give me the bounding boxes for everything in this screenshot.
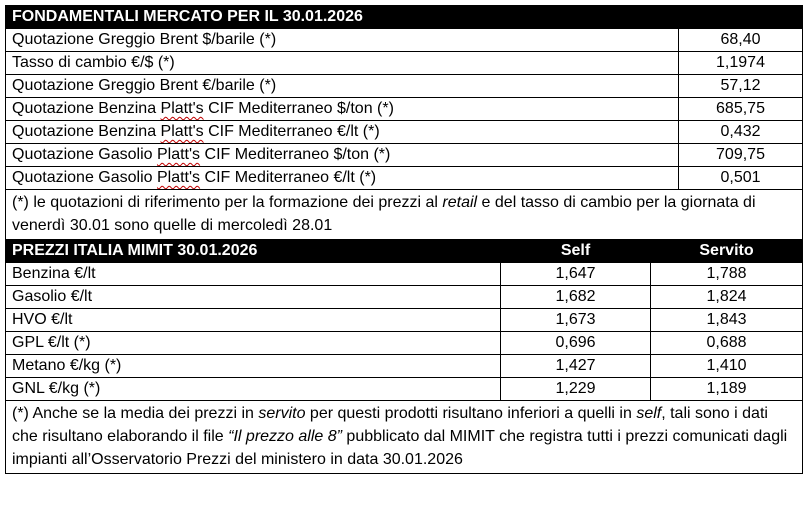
table-row bbox=[6, 52, 803, 75]
fuel-prices-document bbox=[5, 5, 802, 474]
market-fundamentals-title: FONDAMENTALI MERCATO PER IL 30.01.2026 bbox=[6, 6, 803, 29]
row-label bbox=[6, 98, 679, 121]
table-row bbox=[6, 332, 803, 355]
table-row bbox=[6, 309, 803, 332]
row-value: 68,40 bbox=[679, 29, 803, 52]
label-text: CIF Mediterraneo $/ton (*) bbox=[203, 100, 394, 117]
table-row bbox=[6, 144, 803, 167]
note-text: (*) Anche se la media dei prezzi in bbox=[12, 405, 259, 422]
row-label: Quotazione Greggio Brent $/barile (*) bbox=[6, 29, 679, 52]
servito-price: 1,189 bbox=[651, 378, 803, 401]
row-value: 1,1974 bbox=[679, 52, 803, 75]
table-row bbox=[6, 98, 803, 121]
note-emphasis: servito bbox=[258, 405, 306, 422]
market-fundamentals-note bbox=[6, 190, 803, 240]
table-row bbox=[6, 286, 803, 309]
table-row bbox=[6, 355, 803, 378]
fuel-label: Gasolio €/lt bbox=[6, 286, 501, 309]
note-emphasis: retail bbox=[442, 194, 478, 211]
fuel-label: Benzina €/lt bbox=[6, 263, 501, 286]
row-label: Tasso di cambio €/$ (*) bbox=[6, 52, 679, 75]
servito-price: 1,788 bbox=[651, 263, 803, 286]
fuel-label: GNL €/kg (*) bbox=[6, 378, 501, 401]
note-text: per questi prodotti risultano inferiori a quelli in bbox=[305, 405, 637, 422]
label-text: Quotazione Gasolio bbox=[12, 146, 157, 163]
table-row bbox=[6, 29, 803, 52]
label-platts: Platt's bbox=[156, 169, 201, 186]
label-platts: Platt's bbox=[156, 146, 201, 163]
fuel-label: Metano €/kg (*) bbox=[6, 355, 501, 378]
self-price: 1,427 bbox=[501, 355, 651, 378]
note-emphasis: “Il prezzo alle 8” bbox=[228, 428, 342, 445]
table-row bbox=[6, 378, 803, 401]
label-text: Quotazione Benzina bbox=[12, 123, 161, 140]
servito-price: 1,410 bbox=[651, 355, 803, 378]
servito-price: 1,824 bbox=[651, 286, 803, 309]
note-text: e del tasso di cambio per la giornata di venerdì 30.01 sono quelle di mercoledì 28.01 bbox=[12, 194, 756, 234]
row-label bbox=[6, 144, 679, 167]
self-price: 1,673 bbox=[501, 309, 651, 332]
column-header-servito: Servito bbox=[651, 240, 803, 263]
table-row bbox=[6, 167, 803, 190]
fuel-label: GPL €/lt (*) bbox=[6, 332, 501, 355]
row-label: Quotazione Greggio Brent €/barile (*) bbox=[6, 75, 679, 98]
self-price: 1,647 bbox=[501, 263, 651, 286]
mimit-prices-note bbox=[6, 401, 803, 474]
note-text: pubblicato dal MIMIT che registra tutti i prezzi comunicati dagli impianti all’Osservatorio Prezzi del ministero in data 30.01.2026 bbox=[12, 428, 788, 468]
note-text: (*) le quotazioni di riferimento per la formazione dei prezzi al bbox=[12, 194, 443, 211]
label-text: Quotazione Benzina bbox=[12, 100, 161, 117]
fuel-label: HVO €/lt bbox=[6, 309, 501, 332]
mimit-prices-table bbox=[5, 239, 803, 474]
servito-price: 0,688 bbox=[651, 332, 803, 355]
label-text: Quotazione Gasolio bbox=[12, 169, 157, 186]
table-row bbox=[6, 121, 803, 144]
market-fundamentals-table bbox=[5, 5, 803, 240]
row-value: 0,501 bbox=[679, 167, 803, 190]
label-text: CIF Mediterraneo $/ton (*) bbox=[200, 146, 391, 163]
row-label bbox=[6, 167, 679, 190]
self-price: 1,682 bbox=[501, 286, 651, 309]
row-value: 57,12 bbox=[679, 75, 803, 98]
label-platts: Platt's bbox=[160, 100, 204, 117]
row-label bbox=[6, 121, 679, 144]
label-platts: Platt's bbox=[160, 123, 204, 140]
label-text: CIF Mediterraneo €/lt (*) bbox=[203, 123, 380, 140]
note-text: , tali sono i dati che risultano elaborando il file bbox=[12, 405, 768, 445]
servito-price: 1,843 bbox=[651, 309, 803, 332]
self-price: 0,696 bbox=[501, 332, 651, 355]
note-emphasis: self bbox=[636, 405, 662, 422]
row-value: 685,75 bbox=[679, 98, 803, 121]
label-text: CIF Mediterraneo €/lt (*) bbox=[200, 169, 377, 186]
mimit-prices-title: PREZZI ITALIA MIMIT 30.01.2026 bbox=[6, 240, 501, 263]
self-price: 1,229 bbox=[501, 378, 651, 401]
table-row bbox=[6, 75, 803, 98]
table-row bbox=[6, 263, 803, 286]
row-value: 709,75 bbox=[679, 144, 803, 167]
column-header-self: Self bbox=[501, 240, 651, 263]
row-value: 0,432 bbox=[679, 121, 803, 144]
